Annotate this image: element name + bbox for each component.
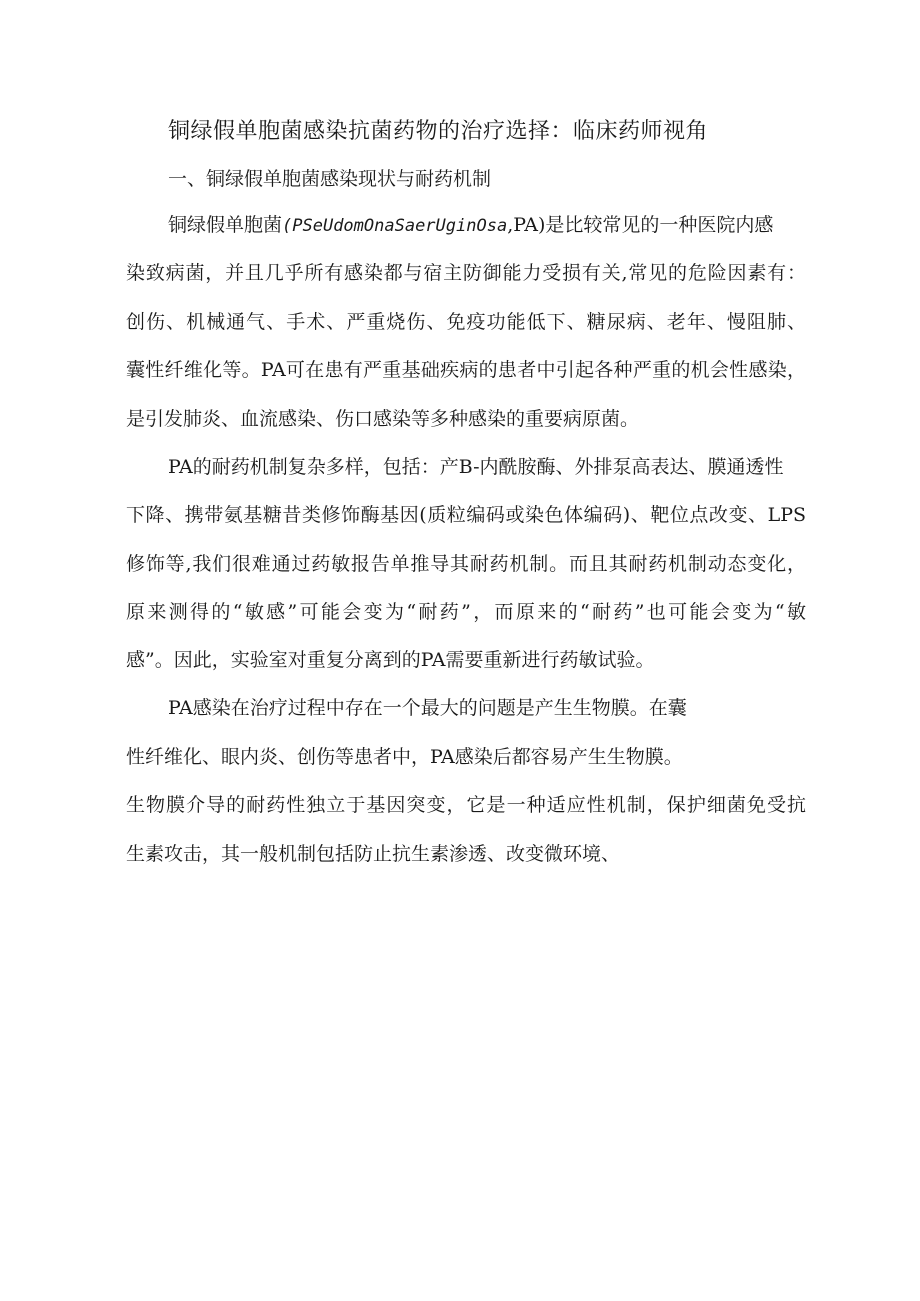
section-heading: 一、铜绿假单胞菌感染现状与耐药机制 [168,168,492,190]
latin-name: (PSeUdomOnaSaerUginOsa [282,216,508,236]
document-title: 铜绿假单胞菌感染抗菌药物的治疗选择：临床药师视角 [168,119,709,144]
paragraph2-line3: 修饰等,我们很难通过药敏报告单推导其耐药机制。而且其耐药机制动态变化， [126,553,806,575]
paragraph3-line4: 生素攻击，其一般机制包括防止抗生素渗透、改变微环境、 [126,843,621,865]
paragraph2-line4: 原来测得的“敏感”可能会变为“耐药”，而原来的“耐药”也可能会变为“敏 [126,601,806,623]
paragraph1-line4: 囊性纤维化等。PA可在患有严重基础疾病的患者中引起各种严重的机会性感染， [126,359,806,381]
paragraph3-line3: 生物膜介导的耐药性独立于基因突变，它是一种适应性机制，保护细菌免受抗 [126,794,806,816]
paragraph1-line2: 染致病菌，并且几乎所有感染都与宿主防御能力受损有关,常见的危险因素有： [126,262,806,284]
paragraph1-line1-prefix: 铜绿假单胞菌 [168,214,283,236]
paragraph3-line1: PA感染在治疗过程中存在一个最大的问题是产生生物膜。在囊 [168,697,687,719]
paragraph3-line2: 性纤维化、眼内炎、创伤等患者中，PA感染后都容易产生生物膜。 [126,746,683,768]
paragraph1-line1 [168,211,773,239]
paragraph1-line1-suffix: ,PA)是比较常见的一种医院内感 [507,214,774,236]
paragraph2-line1: PA的耐药机制复杂多样，包括：产B-内酰胺酶、外排泵高表达、膜通透性 [168,456,784,478]
paragraph2-line2: 下降、携带氨基糖昔类修饰酶基因(质粒编码或染色体编码)、靶位点改变、LPS [126,504,806,526]
paragraph1-line3: 创伤、机械通气、手术、严重烧伤、免疫功能低下、糖尿病、老年、慢阻肺、 [126,311,806,333]
paragraph2-line5: 感”。因此，实验室对重复分离到的PA需要重新进行药敏试验。 [126,649,655,671]
paragraph1-line5: 是引发肺炎、血流感染、伤口感染等多种感染的重要病原菌。 [126,408,640,430]
